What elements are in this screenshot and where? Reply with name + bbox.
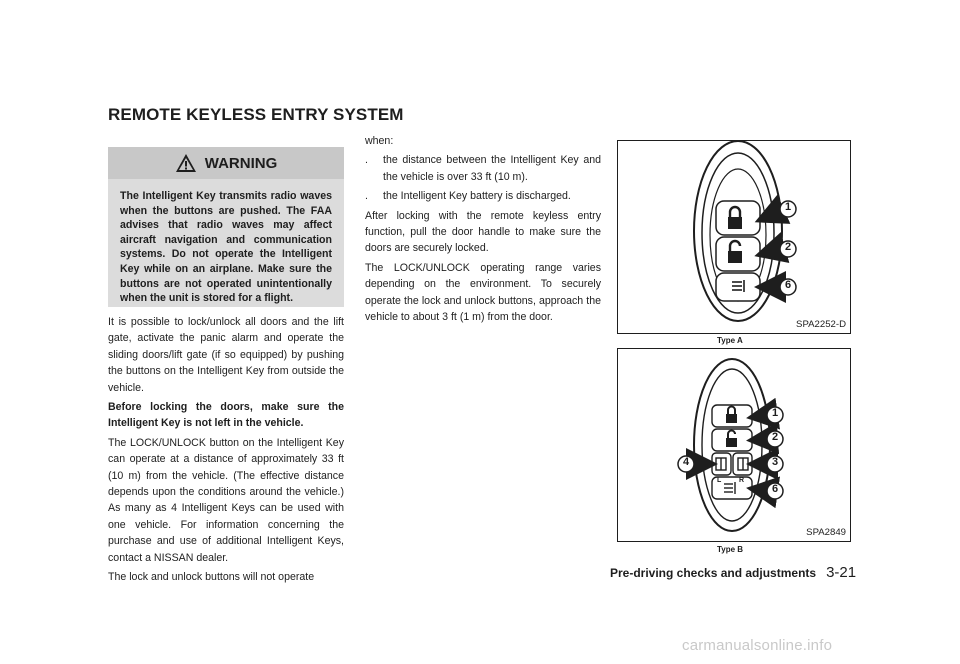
figure-caption: Type A: [717, 336, 743, 345]
paragraph: The lock and unlock buttons will not operate: [108, 571, 315, 584]
paragraph: The LOCK/UNLOCK button on the Intelligent Key can operate at a distance of approximately 33 ft (10 m) from the vehicle. (The effective distance depends upon the conditions around the vehicle.) As many as 4 Intelligent Keys can be used with one vehicle. For information concerning the purchase and use of additional Intelligent Keys, contact a NISSAN dealer.: [108, 436, 344, 564]
callout-2: 2: [771, 431, 779, 443]
footer-section: Pre-driving checks and adjustments: [610, 566, 817, 580]
bullet-mark: .: [365, 190, 368, 203]
figure-code: SPA2849: [806, 527, 846, 538]
button-letter-left: L: [717, 477, 722, 484]
page-number: 3-21: [826, 564, 857, 581]
list-item-text: the Intelligent Key battery is discharged.: [383, 190, 571, 203]
warning-box: [108, 147, 344, 307]
button-letter-right: R: [739, 477, 745, 484]
paragraph-bold: Before locking the doors, make sure the Intelligent Key is not left in the vehicle.: [108, 401, 344, 430]
callout-2: 2: [784, 241, 792, 253]
warning-heading: WARNING: [204, 154, 278, 172]
callout-1: 1: [784, 201, 792, 213]
paragraph: The LOCK/UNLOCK operating range varies depending on the environment. To securely operate the lock and unlock buttons, approach the vehicle to about 3 ft (1 m) from the door.: [365, 261, 601, 324]
figure-code: SPA2252-D: [796, 319, 846, 330]
column-1: [108, 314, 344, 589]
callout-6: 6: [771, 483, 779, 495]
paragraph: It is possible to lock/unlock all doors and the lift gate, activate the panic alarm and operate the sliding doors/lift gate (if so equipped) by pushing the buttons on the Intelligent Key from outside the vehicle.: [108, 316, 344, 394]
list-item-text: the distance between the Intelligent Key and the vehicle is over 33 ft (10 m).: [383, 154, 601, 183]
callout-1: 1: [771, 407, 779, 419]
list-item: [365, 152, 601, 185]
callout-3: 3: [771, 456, 779, 468]
warning-text: The Intelligent Key transmits radio waves when the buttons are pushed. The FAA advises that radio waves may affect aircraft navigation and communication systems. Do not operate the Intelligent Key while on an airplane. Make sure the buttons are not operated unintentionally when the unit is stored for a flight.: [120, 190, 332, 305]
paragraph: when:: [365, 135, 394, 147]
key-fob-type-b-illustration: [618, 349, 850, 541]
warning-triangle-icon: [175, 153, 197, 173]
page-footer: [610, 564, 856, 581]
callout-4: 4: [682, 456, 690, 468]
section-title: REMOTE KEYLESS ENTRY SYSTEM: [108, 105, 404, 124]
callout-6: 6: [784, 279, 792, 291]
key-fob-type-a-illustration: [618, 141, 850, 333]
watermark: carmanualsonline.info: [682, 637, 833, 654]
warning-header: [108, 147, 344, 179]
column-2: [365, 133, 601, 328]
figure-caption: Type B: [717, 545, 744, 554]
list-item: [365, 188, 601, 204]
bullet-mark: .: [365, 154, 368, 167]
figure-type-a: [617, 140, 851, 334]
paragraph: After locking with the remote keyless entry function, pull the door handle to make sure the doors are securely locked.: [365, 209, 601, 255]
figure-type-b: [617, 348, 851, 542]
